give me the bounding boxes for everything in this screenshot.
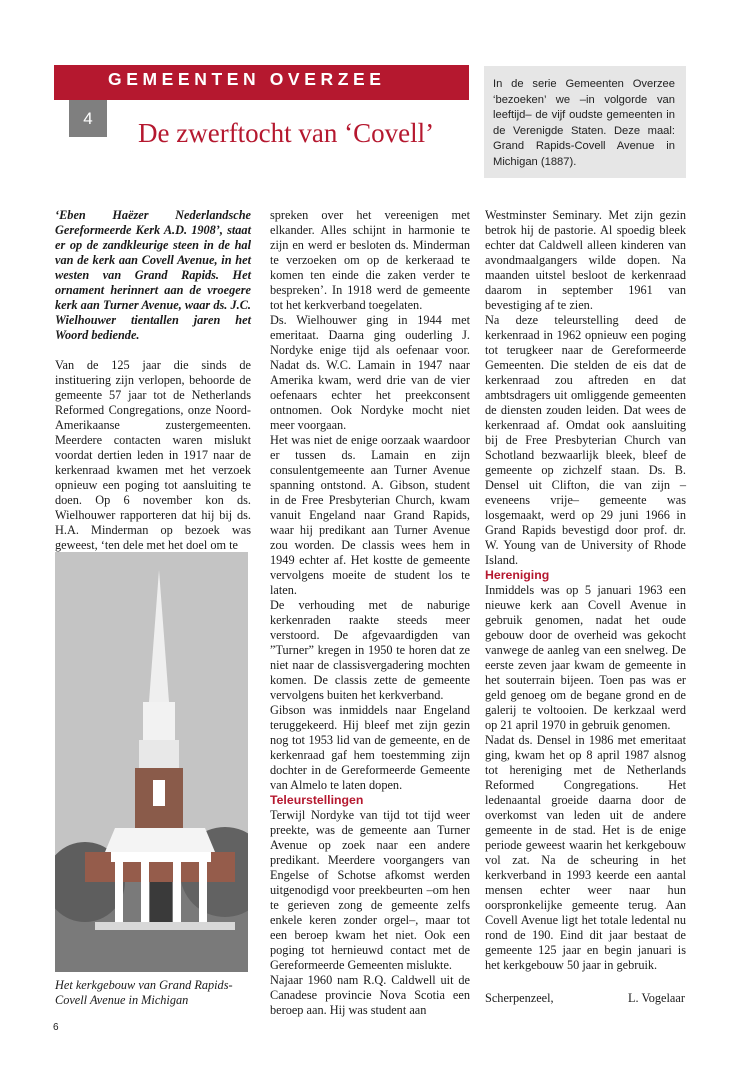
lead-paragraph: ‘Eben Haëzer Nederlandsche Gereformeerde Kerk A.D. 1908’, staat er op de zandkleurige steen in de hal van de kerk aan Covell Avenue, in het westen van Grand Rapids. Het ornament herinnert aan de vroegere kerk aan Turner Avenue, waar ds. J.C. Wielhouwer tientallen jaren het Woord bediende.: [55, 208, 251, 342]
signature-author: L. Vogelaar: [628, 991, 685, 1005]
article-title: De zwerftocht van ‘Covell’: [138, 118, 435, 148]
paragraph: Het was niet de enige oorzaak waardoor er tussen ds. Lamain en zijn consulentgemeente aan Turner Avenue spanning ontstond. A. Gibson, student in de Free Presbyterian Church, kwam vanuit Engeland naar Grand Rapids, waar hij predikant aan Turner Avenue zou worden. De classis wees hem in 1949 echter af. Het kostte de gemeente vervolgens moeite de student los te laten.: [270, 433, 470, 597]
church-illustration: [55, 552, 248, 972]
paragraph: Na deze teleurstelling deed de kerkenraad in 1962 opnieuw een poging tot terugkeer naar de Gereformeerde Gemeenten. Die stelden de eis dat de kerkenraad zou aftreden en dat ambtsdragers uit omliggende gemeenten de diensten zouden leiden. Dat wees de kerkenraad af. Omdat ook aansluiting bij de Free Presbyterian Church van Schotland bezwaarlijk bleek, bleef de gemeente op zichzelf staan. Ds. B. Densel uit Clifton, die van zijn –eveneens vrije– gemeente was losgemaakt, werd op 29 juni 1966 in Grand Rapids bevestigd door prof. dr. W. Young van de University of Rhode Island.: [485, 313, 686, 567]
paragraph: Najaar 1960 nam R.Q. Caldwell uit de Canadese provincie Nova Scotia een beroep aan. Hij was student aan: [270, 973, 470, 1017]
paragraph: De verhouding met de naburige kerkenraden raakte steeds meer verstoord. De afgevaardigden van ”Turner” kregen in 1950 te horen dat ze niet naar de classisvergadering mochten komen. De classis zette de gemeente vervolgens buiten het kerkverband.: [270, 598, 470, 702]
paragraph: Westminster Seminary. Met zijn gezin betrok hij de pastorie. Al spoedig bleek echter dat Caldwell alleen kinderen van avondmaalgangers wilde dopen. Na maanden uitstel besloot de kerkenraad daarom in september 1961 van bevestiging af te zien.: [485, 208, 686, 312]
intro-text: In de serie Gemeenten Overzee ‘bezoeken’ we –in volgorde van leeftijd– de vijf oudste gemeenten in de Verenigde Staten. Deze maal: Grand Rapids-Covell Avenue in Michigan (1887).: [493, 78, 675, 168]
column-3: [485, 208, 686, 973]
paragraph: spreken over het vereenigen met elkander. Alles schijnt in harmonie te zijn en werd er besloten ds. Minderman te verzoeken om op de kerkeraad te komen ten einde die zaken verder te bespreken’. In 1918 werd de gemeente tot het kerkverband toegelaten.: [270, 208, 470, 312]
paragraph: Inmiddels was op 5 januari 1963 een nieuwe kerk aan Covell Avenue in gebruik genomen, nadat het oude gebouw door de overheid was gekocht vanwege de aanleg van een snelweg. De eerste zeven jaar kwam de gemeente in het souterrain bijeen. Toen pas was er geld genoeg om de begane grond en de galerij te voltooien. De kerkzaal werd op 21 april 1970 in gebruik genomen.: [485, 583, 686, 732]
series-number-badge: 4: [69, 100, 107, 137]
column-1: [55, 208, 251, 553]
paragraph: Nadat ds. Densel in 1986 met emeritaat ging, kwam het op 8 april 1987 alsnog tot hereniging met de Netherlands Reformed Congregations. Het ledenaantal groeide daarna door de overkomst van leden uit de andere gemeente in de stad. Het is de enige periode geweest waarin het kerkgebouw vol zat. Na de scheuring in het kerkverband in 1993 keerde een aantal mensen echter weer naar hun oorspronkelijke gemeente terug. Aan Covell Avenue ligt het totale ledental nu rond de 190. Eind dit jaar bestaat de gemeente 125 jaar en begin januari is het kerkgebouw 50 jaar in gebruik.: [485, 733, 686, 972]
series-title: GEMEENTEN OVERZEE: [108, 69, 386, 89]
church-photo: [55, 552, 248, 972]
subheading-hereniging: Hereniging: [485, 568, 550, 582]
page-number: 6: [53, 1022, 59, 1033]
photo-caption: Het kerkgebouw van Grand Rapids-Covell Avenue in Michigan: [55, 978, 233, 1007]
paragraph: Ds. Wielhouwer ging in 1944 met emeritaat. Daarna ging ouderling J. Nordyke enige tijd als oefenaar voor. Nadat ds. W.C. Lamain in 1947 naar Amerika kwam, werd drie van de vier oefenaars echter het preekconsent ontnomen. Ook Nordyke mocht niet meer voorgaan.: [270, 313, 470, 432]
subheading-teleurstellingen: Teleurstellingen: [270, 793, 364, 807]
column-2: [270, 208, 470, 1018]
paragraph: Gibson was inmiddels naar Engeland teruggekeerd. Hij bleef met zijn gezin nog tot 1953 lid van de gemeente, en de kerkenraad gaf hem toestemming zijn dochter in de Gereformeerde Gemeente van Almelo te laten dopen.: [270, 703, 470, 792]
signature-place: Scherpenzeel,: [485, 991, 554, 1005]
paragraph: Van de 125 jaar die sinds de instituering zijn verlopen, behoorde de gemeente 57 jaar tot de Netherlands Reformed Congregations, onze Noord-Amerikaanse zustergemeenten. Meerdere contacten waren mislukt voordat dertien leden in 1917 naar de kerkenraad kwamen met het verzoek opnieuw een poging tot aansluiting te doen. Op 6 november kon ds. Wielhouwer rapporteren dat hij bij ds. H.A. Minderman op bezoek was geweest, ‘ten dele met het doel om te: [55, 358, 251, 552]
paragraph: Terwijl Nordyke van tijd tot tijd weer preekte, was de gemeente aan Turner Avenue op zoek naar een andere predikant. Meerdere voorgangers van Engelse of Schotse afkomst werden uitgenodigd voor preekbeurten –om hen te gerieven zong de gemeente zelfs enkele keren zonder orgel–, maar tot een beroep kwam het niet. Ook een poging tot hernieuwd contact met de Gereformeerde Gemeenten mislukte.: [270, 808, 470, 972]
